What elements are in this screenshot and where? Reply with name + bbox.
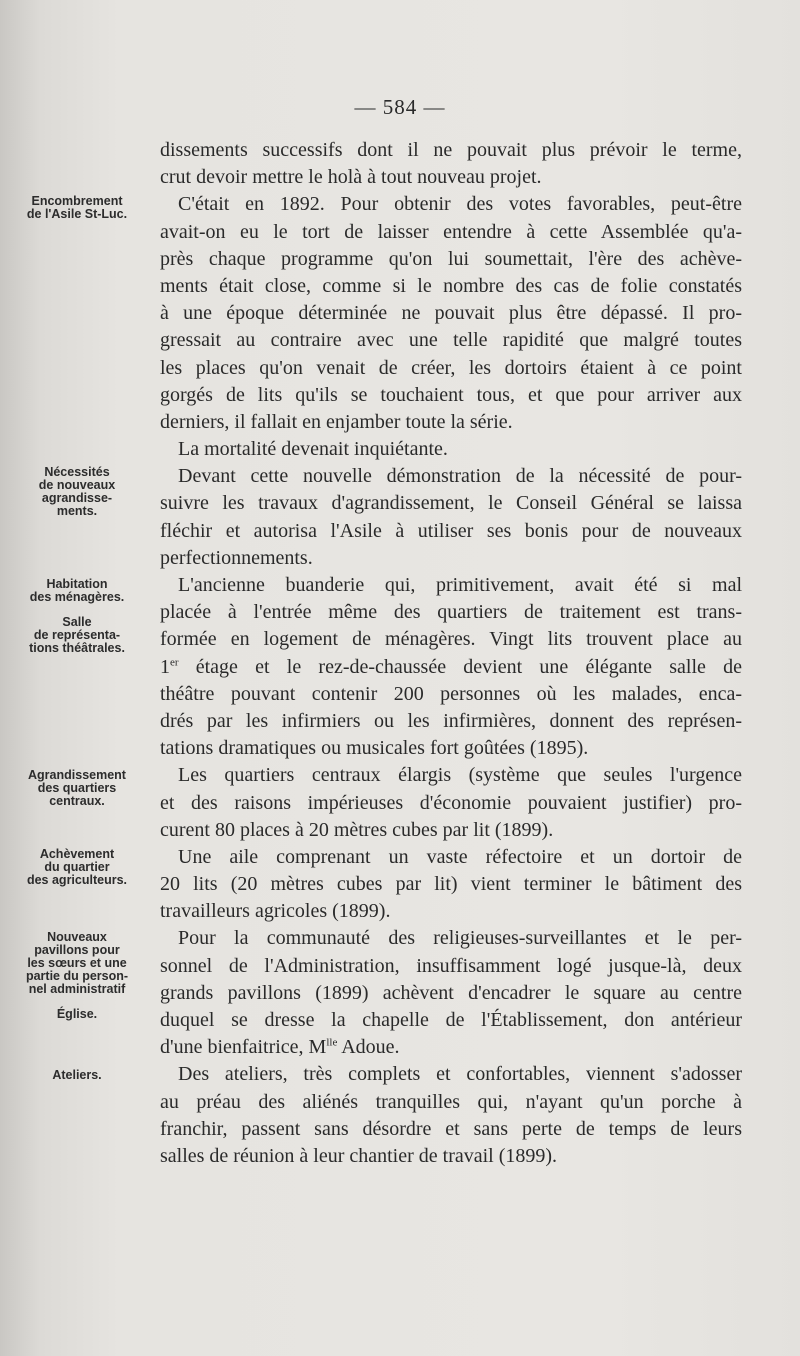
text-line: grands pavillons (1899) achèvent d'encadrer le square au centre bbox=[160, 981, 742, 1004]
text-rest: Adoue. bbox=[337, 1036, 400, 1059]
margin-note-line: pavillons pour bbox=[34, 943, 120, 957]
margin-note-encombrement bbox=[2, 195, 152, 221]
text-line: fléchir et autorisa l'Asile à utiliser ses bonis pour de nouveaux bbox=[160, 519, 742, 542]
text-line: gorgés de lits qu'ils se touchaient tous, et que pour arriver aux bbox=[160, 383, 742, 406]
text-line: ments était close, comme si le nombre des cas de folie constatés bbox=[160, 274, 742, 297]
text-line: Des ateliers, très complets et confortables, viennent s'adosser bbox=[178, 1063, 742, 1086]
margin-note-nouveaux-pavillons bbox=[2, 931, 152, 996]
text-line: salles de réunion à leur chantier de travail (1899). bbox=[160, 1144, 558, 1167]
margin-note-line: tions théâtrales. bbox=[29, 641, 125, 655]
superscript: er bbox=[170, 655, 179, 668]
margin-note-line: Salle bbox=[62, 615, 92, 629]
margin-note-line: nel administratif bbox=[28, 982, 126, 996]
text-line: Les quartiers centraux élargis (système que seules l'urgence bbox=[178, 764, 742, 787]
margin-note-line: Encombrement bbox=[31, 194, 123, 208]
text-line: suivre les travaux d'agrandissement, le Conseil Général se laissa bbox=[160, 492, 742, 515]
text-line bbox=[160, 1034, 742, 1061]
text-line: gressait au contraire avec une telle rapidité que malgré toutes bbox=[160, 329, 742, 352]
text-rest: étage et le rez-de-chaussée devient une élégante salle de bbox=[178, 655, 742, 678]
text-line: tations dramatiques ou musicales fort goûtées (1895). bbox=[160, 737, 589, 760]
text-line: duquel se dresse la chapelle de l'Établissement, don antérieur bbox=[160, 1009, 742, 1031]
text-line: franchir, passent sans désordre et sans perte de temps de leurs bbox=[160, 1117, 742, 1140]
text-line: C'était en 1892. Pour obtenir des votes favorables, peut-être bbox=[178, 193, 742, 216]
margin-note-line: Achèvement bbox=[39, 847, 115, 861]
text-line: près chaque programme qu'on lui soumettait, l'ère des achève- bbox=[160, 247, 742, 270]
text-line: crut devoir mettre le holà à tout nouveau projet. bbox=[160, 166, 542, 189]
margin-note-line: des quartiers bbox=[37, 781, 117, 795]
text-line: Une aile comprenant un vaste réfectoire et un dortoir de bbox=[178, 845, 742, 868]
margin-note-line: ments. bbox=[56, 504, 98, 518]
page-number: — 584 — bbox=[354, 95, 446, 119]
margin-note-line: centraux. bbox=[49, 794, 105, 808]
text-line: La mortalité devenait inquiétante. bbox=[178, 438, 448, 461]
text-line: perfectionnements. bbox=[160, 546, 313, 569]
text-line: L'ancienne buanderie qui, primitivement, avait été si mal bbox=[178, 574, 742, 596]
text-line: avait-on eu le tort de laisser entendre à cette Assemblée qu'a- bbox=[160, 220, 742, 243]
text-line: les places qu'on venait de créer, les dortoirs étaient à ce point bbox=[160, 356, 742, 379]
text-line: sonnel de l'Administration, insuffisamment logé jusque-là, deux bbox=[160, 954, 742, 977]
margin-note-achevement bbox=[2, 848, 152, 887]
margin-note-line: Nécessités bbox=[44, 465, 110, 479]
margin-note-ateliers bbox=[2, 1069, 152, 1082]
text-line: et des raisons impérieuses d'économie pouvaient justifier) pro- bbox=[160, 791, 742, 814]
margin-note-line: des ménagères. bbox=[29, 590, 125, 604]
margin-note-line: Agrandissement bbox=[28, 768, 126, 782]
text-line: 20 lits (20 mètres cubes par lit) vient terminer le bâtiment des bbox=[160, 873, 742, 896]
text-line: derniers, il fallait en enjamber toute la série. bbox=[160, 410, 513, 433]
margin-note-salle bbox=[2, 616, 152, 655]
text-line: théâtre pouvant contenir 200 personnes où les malades, enca- bbox=[160, 682, 742, 705]
margin-note-line: agrandisse- bbox=[41, 491, 113, 505]
margin-note-line: Ateliers. bbox=[52, 1068, 102, 1082]
text-line: placée à l'entrée même des quartiers de traitement est trans- bbox=[160, 601, 742, 624]
margin-note-line: du quartier bbox=[44, 860, 110, 874]
margin-note-line: Habitation bbox=[46, 577, 108, 591]
text-line: à une époque déterminée ne pouvait plus être dépassé. Il pro- bbox=[160, 302, 742, 325]
text-prefix: 1 bbox=[160, 655, 170, 678]
margin-note-line: Nouveaux bbox=[47, 930, 107, 944]
text-line: formée en logement de ménagères. Vingt lits trouvent place au bbox=[160, 628, 742, 651]
margin-note-line: les sœurs et une bbox=[27, 956, 127, 970]
text-line: Pour la communauté des religieuses-surveillantes et le per- bbox=[178, 927, 742, 950]
margin-note-habitation bbox=[2, 578, 152, 604]
text-line: travailleurs agricoles (1899). bbox=[160, 900, 391, 923]
margin-note-agrandissement bbox=[2, 769, 152, 808]
margin-note-line: de nouveaux bbox=[38, 478, 116, 492]
text-line bbox=[160, 654, 742, 681]
margin-note-line: des agriculteurs. bbox=[26, 873, 128, 887]
margin-note-necessites bbox=[2, 466, 152, 518]
text-line: curent 80 places à 20 mètres cubes par lit (1899). bbox=[160, 818, 554, 841]
text-line: au préau des aliénés tranquilles qui, n'ayant qu'un porche à bbox=[160, 1090, 742, 1113]
margin-note-line: de l'Asile St-Luc. bbox=[26, 207, 128, 221]
text-prefix: d'une bienfaitrice, M bbox=[160, 1036, 327, 1059]
text-line: Devant cette nouvelle démonstration de la nécessité de pour- bbox=[178, 465, 742, 488]
margin-note-line: Église. bbox=[56, 1007, 98, 1021]
body-text bbox=[160, 137, 742, 1170]
margin-note-line: partie du person- bbox=[25, 969, 129, 983]
superscript: lle bbox=[326, 1036, 338, 1049]
margin-note-line: de représenta- bbox=[33, 628, 121, 642]
text-line: dissements successifs dont il ne pouvait plus prévoir le terme, bbox=[160, 139, 742, 161]
margin-note-eglise bbox=[2, 1008, 152, 1021]
text-line: drés par les infirmiers ou les infirmières, donnent des représen- bbox=[160, 709, 742, 732]
